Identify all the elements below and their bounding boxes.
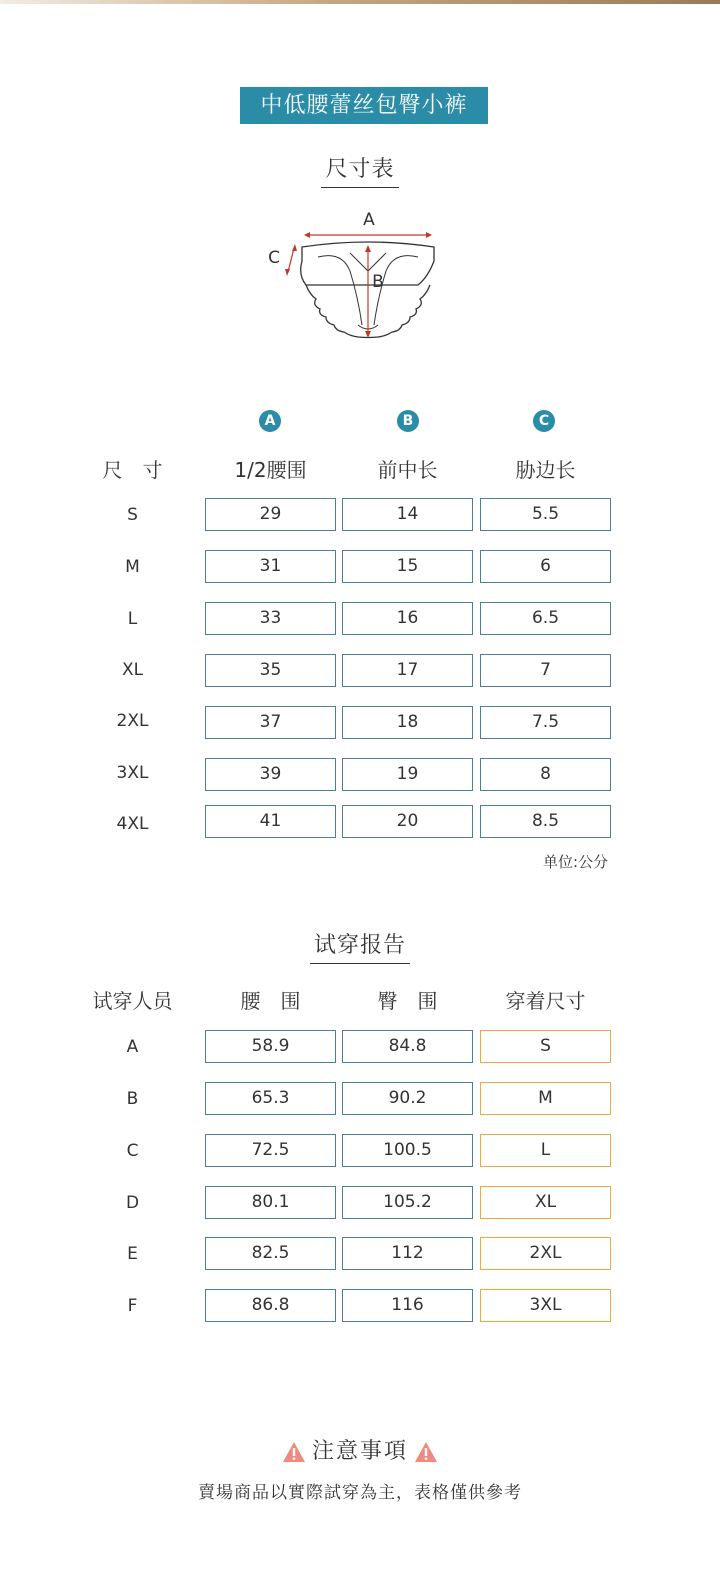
size-cell: 33 xyxy=(205,602,336,635)
trial-report-heading-text: 试穿报告 xyxy=(310,928,410,964)
warning-icon xyxy=(282,1441,306,1463)
size-cell: 29 xyxy=(205,498,336,531)
trial-cell-size: 2XL xyxy=(480,1237,611,1270)
tester-column-header: 试穿人员 xyxy=(92,989,173,1013)
size-label: 2XL xyxy=(116,711,149,731)
product-title: 中低腰蕾丝包臀小裤 xyxy=(240,87,488,124)
size-label: S xyxy=(127,505,138,525)
circle-marker-c: C xyxy=(533,410,555,432)
tester-label: C xyxy=(126,1141,139,1161)
size-chart-heading-text: 尺寸表 xyxy=(321,152,398,188)
top-decor-bar xyxy=(0,0,720,4)
trial-cell-hip: 100.5 xyxy=(342,1134,473,1167)
size-label: 4XL xyxy=(116,814,149,834)
trial-cell-hip: 90.2 xyxy=(342,1082,473,1115)
trial-report-heading xyxy=(0,928,720,964)
unit-note: 单位:公分 xyxy=(542,853,608,871)
size-cell: 15 xyxy=(342,550,473,583)
tester-label: D xyxy=(125,1193,140,1213)
trial-cell-hip: 105.2 xyxy=(342,1186,473,1219)
warning-icon xyxy=(414,1441,438,1463)
diagram-label-a: A xyxy=(363,210,375,230)
notice-title: 注意事項 xyxy=(311,1439,408,1464)
size-cell: 8 xyxy=(480,758,611,791)
diagram-label-b: B xyxy=(372,272,384,292)
measure-line-c xyxy=(288,248,294,272)
size-label: L xyxy=(127,609,138,629)
size-cell: 35 xyxy=(205,654,336,687)
size-chart-header-front: 前中长 xyxy=(377,458,438,482)
trial-header-hip: 臀 围 xyxy=(377,989,438,1013)
size-cell: 20 xyxy=(342,805,473,838)
diagram-label-c: C xyxy=(268,248,280,268)
size-cell: 17 xyxy=(342,654,473,687)
trial-cell-size: 3XL xyxy=(480,1289,611,1322)
circle-marker-a: A xyxy=(259,410,281,432)
trial-cell-hip: 84.8 xyxy=(342,1030,473,1063)
trial-cell-waist: 65.3 xyxy=(205,1082,336,1115)
size-label: M xyxy=(125,557,140,577)
size-cell: 5.5 xyxy=(480,498,611,531)
size-cell: 8.5 xyxy=(480,805,611,838)
circle-marker-b: B xyxy=(397,410,419,432)
tester-label: A xyxy=(126,1037,139,1057)
size-cell: 14 xyxy=(342,498,473,531)
trial-header-size: 穿着尺寸 xyxy=(505,989,586,1013)
size-cell: 16 xyxy=(342,602,473,635)
tester-label: E xyxy=(127,1244,138,1264)
trial-cell-waist: 82.5 xyxy=(205,1237,336,1270)
trial-cell-waist: 58.9 xyxy=(205,1030,336,1063)
size-label: XL xyxy=(121,660,144,680)
trial-cell-size: XL xyxy=(480,1186,611,1219)
tester-label: B xyxy=(126,1089,139,1109)
size-chart-header-waist: 1/2腰围 xyxy=(234,458,307,482)
trial-cell-size: S xyxy=(480,1030,611,1063)
trial-cell-size: L xyxy=(480,1134,611,1167)
size-cell: 19 xyxy=(342,758,473,791)
size-chart-heading xyxy=(0,152,720,188)
trial-cell-waist: 72.5 xyxy=(205,1134,336,1167)
trial-cell-waist: 86.8 xyxy=(205,1289,336,1322)
garment-diagram xyxy=(258,205,458,345)
size-cell: 18 xyxy=(342,706,473,739)
trial-cell-size: M xyxy=(480,1082,611,1115)
size-cell: 6 xyxy=(480,550,611,583)
notice-heading xyxy=(0,1434,720,1465)
trial-cell-hip: 116 xyxy=(342,1289,473,1322)
trial-cell-hip: 112 xyxy=(342,1237,473,1270)
size-column-header: 尺 寸 xyxy=(102,458,163,482)
size-chart-header-side: 胁边长 xyxy=(515,458,576,482)
size-cell: 31 xyxy=(205,550,336,583)
trial-header-waist: 腰 围 xyxy=(240,989,301,1013)
size-cell: 6.5 xyxy=(480,602,611,635)
disclaimer-text: 賣場商品以實際試穿為主，表格僅供參考 xyxy=(198,1483,522,1503)
size-label: 3XL xyxy=(116,763,149,783)
size-cell: 7 xyxy=(480,654,611,687)
size-cell: 7.5 xyxy=(480,706,611,739)
tester-label: F xyxy=(127,1296,138,1316)
trial-cell-waist: 80.1 xyxy=(205,1186,336,1219)
size-cell: 41 xyxy=(205,805,336,838)
size-cell: 39 xyxy=(205,758,336,791)
size-cell: 37 xyxy=(205,706,336,739)
